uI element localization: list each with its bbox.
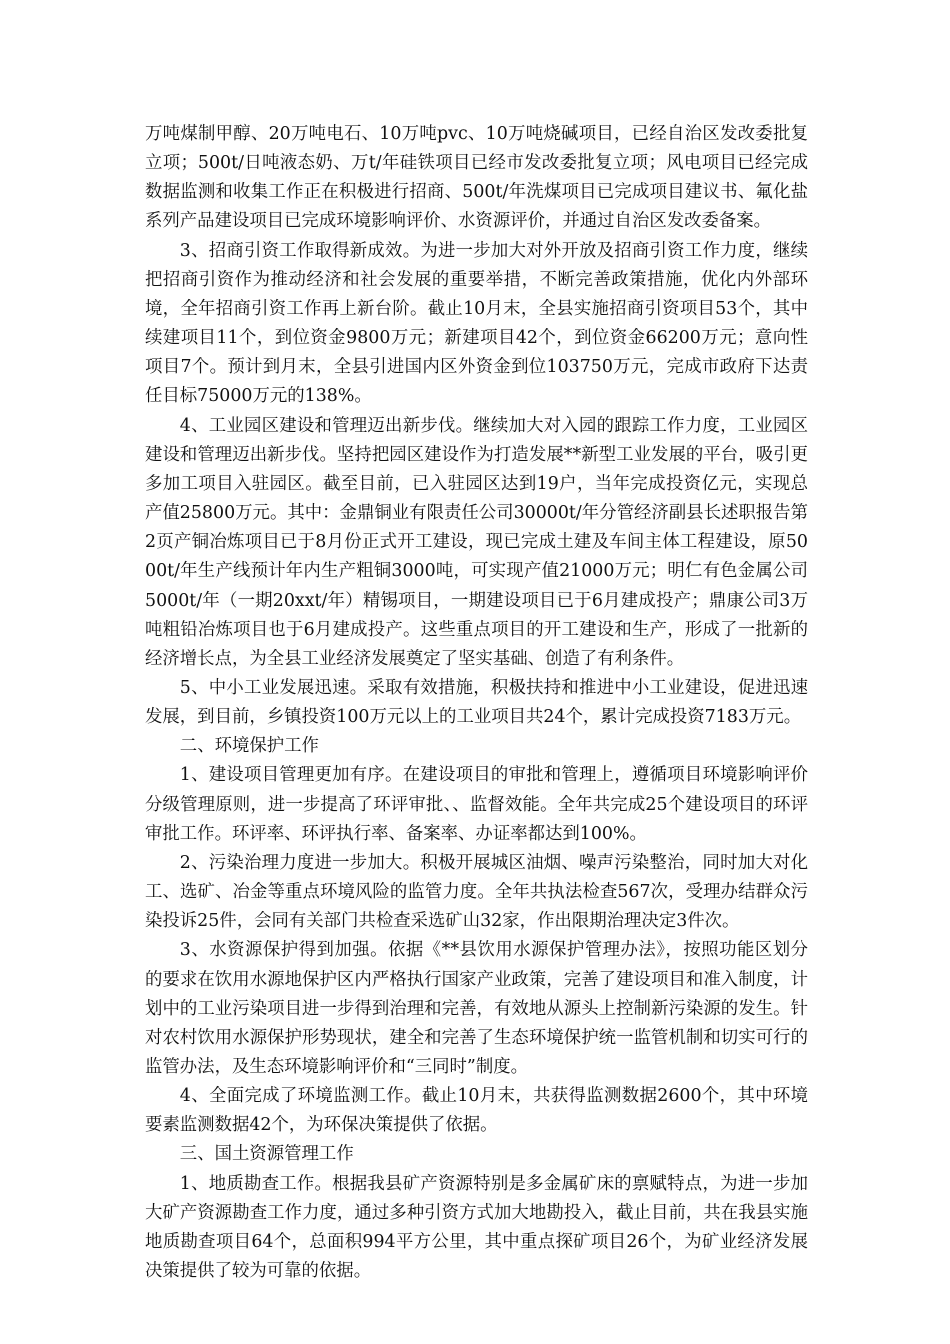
paragraph-continued-projects: 万吨煤制甲醇、20万吨电石、10万吨pvc、10万吨烧碱项目，已经自治区发改委批复立项；500t/日吨液态奶、万t/年硅铁项目已经市发改委批复立项；风电项目已经完成数据监测和收集工作正在积极进行招商、500t/年洗煤项目已完成项目建议书、氟化盐系列产品建设项目已完成环境影响评价、水资源评价，并通过自治区发改委备案。 xyxy=(145,124,808,232)
paragraph-project-management: 1、建设项目管理更加有序。在建设项目的审批和管理上，遵循项目环境影响评价分级管理原则，进一步提高了环评审批、、监督效能。全年共完成25个建设项目的环评审批工作。环评率、环评执行率、备案率、办证率都达到100%。 xyxy=(145,765,808,844)
paragraph-water-protection: 3、水资源保护得到加强。依据《**县饮用水源保护管理办法》，按照功能区划分的要求在饮用水源地保护区内严格执行国家产业政策，完善了建设项目和准入制度，计划中的工业污染项目进一步得到治理和完善，有效地从源头上控制新污染源的发生。针对农村饮用水源保护形势现状，建全和完善了生态环境保护统一监管机制和切实可行的监管办法，及生态环境影响评价和“三同时”制度。 xyxy=(145,940,808,1077)
paragraph-geological-survey: 1、地质勘查工作。根据我县矿产资源特别是多金属矿床的禀赋特点，为进一步加大矿产资源勘查工作力度，通过多种引资方式加大地勘投入，截止目前，共在我县实施地质勘查项目64个，总面积994平方公里，其中重点探矿项目26个，为矿业经济发展决策提供了较为可靠的依据。 xyxy=(145,1173,808,1282)
section-heading-environment: 二、环境保护工作 xyxy=(179,736,319,757)
paragraph-small-industry: 5、中小工业发展迅速。采取有效措施，积极扶持和推进中小工业建设，促进迅速发展，到目前，乡镇投资100万元以上的工业项目共24个，累计完成投资7183万元。 xyxy=(145,677,808,728)
paragraph-pollution-control: 2、污染治理力度进一步加大。积极开展城区油烟、噪声污染整治，同时加大对化工、选矿、冶金等重点环境风险的监管力度。全年共执法检查567次，受理办结群众污染投诉25件，会同有关部门共检查采选矿山32家，作出限期治理决定3件次。 xyxy=(145,852,808,932)
paragraph-industrial-park: 4、工业园区建设和管理迈出新步伐。继续加大对入园的跟踪工作力度，工业园区建设和管理迈出新步伐。坚持把园区建设作为打造发展**新型工业发展的平台，吸引更多加工项目入驻园区。截至目前，已入驻园区达到19户，当年完成投资亿元，实现总产值25800万元。其中：金鼎铜业有限责任公司30000t/年分管经济副县长述职报告第2页产铜冶炼项目已于8月份正式开工建设，现已完成土建及车间主体工程建设，原5000t/年生产线预计年内生产粗铜3000吨，可实现产值21000万元；明仁有色金属公司5000t/年（一期20xxt/年）精锡项目，一期建设项目已于6月建成投产；鼎康公司3万吨粗铅冶炼项目也于6月建成投产。这些重点项目的开工建设和生产，形成了一批新的经济增长点，为全县工业经济发展奠定了坚实基础、创造了有利条件。 xyxy=(145,415,808,669)
paragraph-investment-attraction: 3、招商引资工作取得新成效。为进一步加大对外开放及招商引资工作力度，继续把招商引资作为推动经济和社会发展的重要举措，不断完善政策措施，优化内外部环境，全年招商引资工作再上新台阶。截止10月末，全县实施招商引资项目53个，其中续建项目11个，到位资金9800万元；新建项目42个，到位资金66200万元；意向性项目7个。预计到月末，全县引进国内区外资金到位103750万元，完成市政府下达责任目标75000万元的138%。 xyxy=(145,240,808,407)
document-body xyxy=(145,120,808,1286)
paragraph-environment-monitoring: 4、全面完成了环境监测工作。截止10月末，共获得监测数据2600个，其中环境要素监测数据42个，为环保决策提供了依据。 xyxy=(145,1086,808,1136)
section-heading-land-resources: 三、国土资源管理工作 xyxy=(179,1144,354,1165)
